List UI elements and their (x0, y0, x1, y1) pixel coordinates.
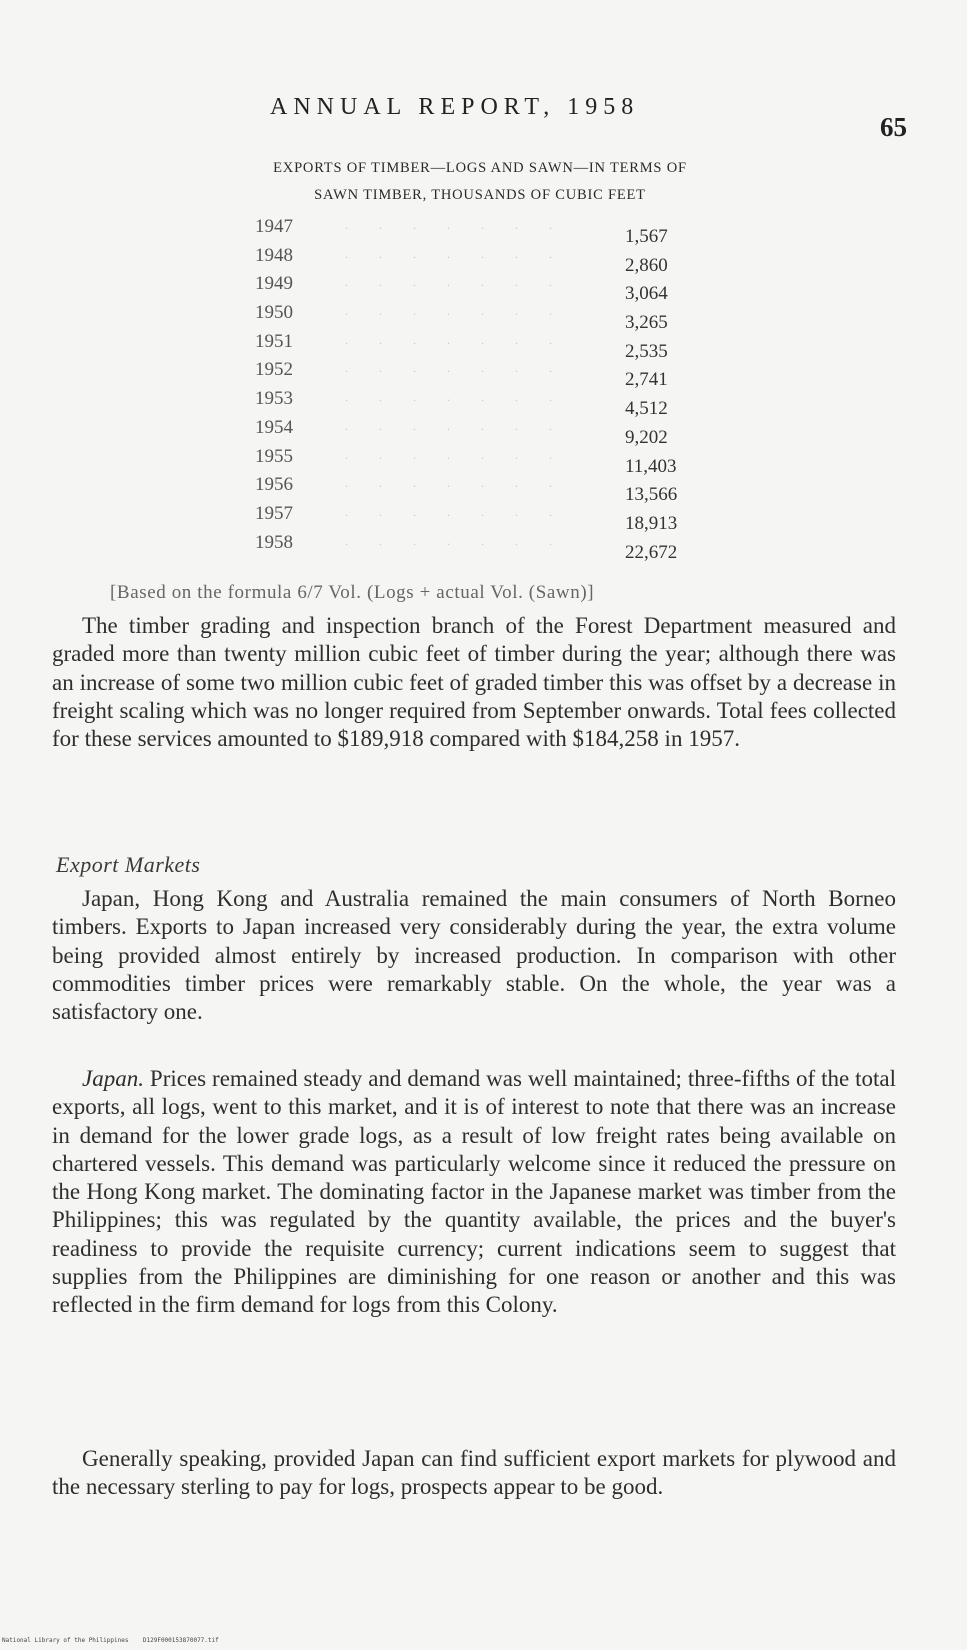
leader-dots: . . . . . . . (345, 418, 566, 433)
scan-footer: National Library of the Philippines D129F000153870077.tif (2, 1637, 219, 1644)
leader-dots: . . . . . . . (345, 533, 566, 548)
page-number: 65 (880, 112, 907, 142)
leader-dots: . . . . . . . (345, 246, 566, 261)
row-value: 2,535 (625, 340, 668, 362)
paragraph-japan (52, 1065, 896, 1320)
row-year: 1957 (255, 502, 293, 524)
paragraph-grading: The timber grading and inspection branch of the Forest Department measured and graded more than twenty million cubic feet of timber during the year; although there was an increase of some two million cubic feet of graded timber this was offset by a decrease in freight scaling which was no longer required from September onwards. Total fees collected for these services amounted to $189,918 compared with $184,258 in 1957. (52, 613, 896, 752)
leader-dots: . . . . . . . (345, 304, 566, 319)
table-row (255, 216, 715, 245)
table-row (255, 417, 715, 446)
paragraph-prospects: Generally speaking, provided Japan can find sufficient export markets for plywood and the necessary sterling to pay for logs, prospects appear to be good. (52, 1446, 896, 1500)
running-head: ANNUAL REPORT, 1958 (270, 94, 640, 120)
table-row (255, 388, 715, 420)
row-year: 1948 (255, 244, 293, 266)
row-year: 1958 (255, 531, 293, 553)
leader-dots: . . . . . . . (345, 476, 566, 491)
row-value: 2,741 (625, 369, 668, 391)
section-heading: Export Markets (56, 852, 201, 877)
row-value: 22,672 (625, 541, 678, 563)
table-row (255, 331, 715, 360)
row-year: 1955 (255, 445, 293, 467)
leader-dots: . . . . . . . (345, 361, 566, 376)
row-year: 1953 (255, 388, 293, 410)
table-title-line-1: EXPORTS OF TIMBER—LOGS AND SAWN—IN TERMS OF (273, 160, 687, 176)
row-year: 1951 (255, 330, 293, 352)
row-year: 1949 (255, 273, 293, 295)
exports-table (255, 216, 715, 563)
table-row (255, 245, 715, 274)
table-row (255, 359, 715, 391)
row-year: 1947 (255, 216, 293, 237)
row-value: 3,064 (625, 283, 668, 305)
row-value: 4,512 (625, 398, 668, 420)
row-value: 3,265 (625, 312, 668, 334)
table-row (255, 474, 715, 506)
leader-dots: . . . . . . . (345, 218, 566, 232)
table-row (255, 302, 715, 334)
row-value: 11,403 (625, 455, 677, 477)
row-year: 1952 (255, 359, 293, 381)
paragraph-export-markets: Japan, Hong Kong and Australia remained the main consumers of North Borneo timbers. Exports to Japan increased very considerably during the year, the extra volume being provided almost entirely by increased production. In comparison with other commodities timber prices were remarkably stable. On the whole, the year was a satisfactory one. (52, 886, 896, 1025)
table-row (255, 532, 715, 561)
table-title-line-2: SAWN TIMBER, THOUSANDS OF CUBIC FEET (314, 187, 646, 203)
paragraph-japan-text: Prices remained steady and demand was well maintained; three-fifths of the total exports, all logs, went to this market, and it is of interest to note that there was an increase in demand for the lower grade logs, as a result of low freight rates being available on chartered vessels. This demand was particularly welcome since it reduced the pressure on the Hong Kong market. The dominating factor in the Japanese market was timber from the Philippines; this was regulated by the quantity available, the prices and the buyer's readiness to provide the requisite currency; current indications seem to suggest that supplies from the Philippines are diminishing for one reason or another and this was reflected in the firm demand for logs from this Colony. (52, 1066, 896, 1318)
row-value: 2,860 (625, 254, 668, 276)
leader-dots: . . . . . . . (345, 504, 566, 519)
row-value: 1,567 (625, 226, 668, 247)
run-in-heading: Japan. (82, 1066, 144, 1091)
row-year: 1950 (255, 302, 293, 324)
row-value: 18,913 (625, 512, 678, 534)
row-year: 1954 (255, 416, 293, 438)
table-row (255, 273, 715, 305)
row-value: 13,566 (625, 484, 678, 506)
row-value: 9,202 (625, 426, 668, 448)
table-row (255, 446, 715, 475)
row-year: 1956 (255, 474, 293, 496)
leader-dots: . . . . . . . (345, 447, 566, 462)
leader-dots: . . . . . . . (345, 275, 566, 290)
table-row (255, 503, 715, 532)
leader-dots: . . . . . . . (345, 332, 566, 347)
leader-dots: . . . . . . . (345, 390, 566, 405)
table-footnote: [Based on the formula 6/7 Vol. (Logs + actual Vol. (Sawn)] (110, 582, 595, 603)
